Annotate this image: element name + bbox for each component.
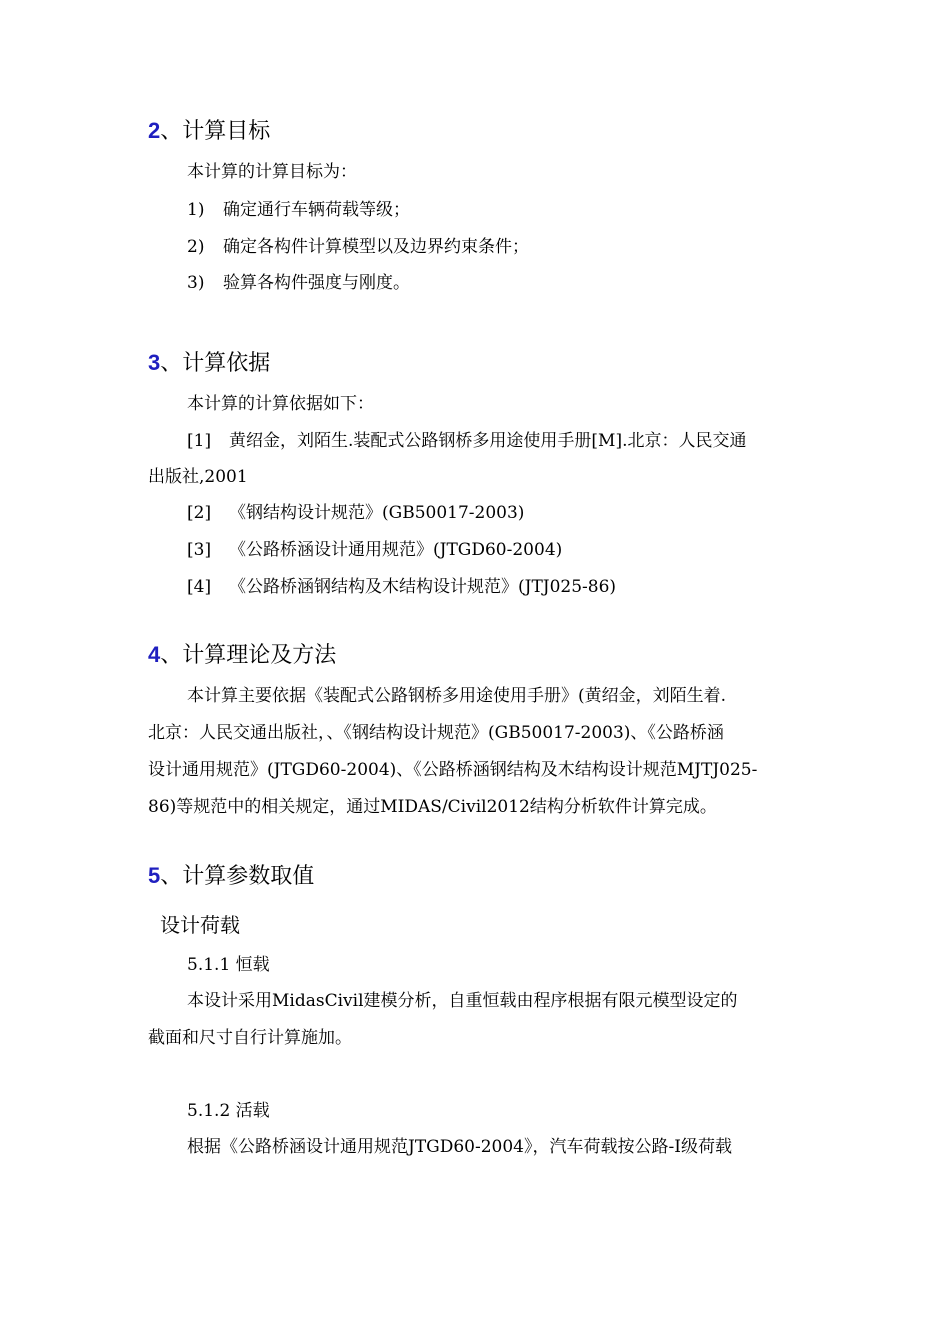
list-item xyxy=(187,272,410,294)
list-item-text: 确定各构件计算模型以及边界约束条件； xyxy=(223,237,529,257)
reference-number: [4] xyxy=(187,577,212,597)
reference-item xyxy=(187,576,616,598)
section-4-number: 4 xyxy=(148,642,161,667)
subsection-5-1-2-paragraph-line: 根据《公路桥涵设计通用规范JTGD60-2004》，汽车荷载按公路-I级荷载 xyxy=(187,1137,732,1157)
section-4-title: 计算理论及方法 xyxy=(182,643,337,668)
list-item-number: 3) xyxy=(187,273,205,293)
section-4-separator: 、 xyxy=(160,643,183,668)
reference-number: [2] xyxy=(187,503,212,523)
section-4-paragraph-line: 设计通用规范》(JTGD60-2004)、《公路桥涵钢结构及木结构设计规范MJTJ025- xyxy=(148,760,758,780)
section-2-number: 2 xyxy=(148,118,161,143)
section-3-title: 计算依据 xyxy=(182,351,271,376)
subsection-5-1-1-paragraph-line: 本设计采用MidasCivil建模分析，自重恒载由程序根据有限元模型设定的 xyxy=(187,991,738,1011)
reference-text: 《公路桥涵设计通用规范》(JTGD60-2004) xyxy=(229,540,563,560)
list-item xyxy=(187,199,410,221)
list-item xyxy=(187,236,529,258)
subsection-5-1-2-label: 5.1.2 活载 xyxy=(187,1101,270,1121)
section-2-heading xyxy=(148,117,270,146)
section-3-heading xyxy=(148,349,270,378)
subsection-5-1-1-label: 5.1.1 恒载 xyxy=(187,955,270,975)
section-5-heading xyxy=(148,862,314,891)
section-2-separator: 、 xyxy=(160,119,183,144)
list-item-text: 验算各构件强度与刚度。 xyxy=(223,273,410,293)
section-4-paragraph-line: 86)等规范中的相关规定，通过MIDAS/Civil2012结构分析软件计算完成。 xyxy=(148,797,717,817)
section-4-paragraph-line: 本计算主要依据《装配式公路钢桥多用途使用手册》(黄绍金，刘陌生着. xyxy=(187,686,727,706)
section-3-intro: 本计算的计算依据如下： xyxy=(187,394,374,414)
section-5-number: 5 xyxy=(148,863,161,888)
reference-item xyxy=(187,502,524,524)
subsection-5-1-1-paragraph-line: 截面和尺寸自行计算施加。 xyxy=(148,1028,352,1048)
section-2-title: 计算目标 xyxy=(182,119,271,144)
section-4-paragraph-line: 北京：人民交通出版社，、《钢结构设计规范》(GB50017-2003)、《公路桥涵 xyxy=(148,723,724,743)
reference-text: 《钢结构设计规范》(GB50017-2003) xyxy=(229,503,525,523)
reference-number: [1] xyxy=(187,431,212,451)
section-2-intro: 本计算的计算目标为： xyxy=(187,162,357,182)
section-3-number: 3 xyxy=(148,350,161,375)
section-4-heading xyxy=(148,641,336,670)
reference-item xyxy=(187,430,746,452)
section-3-separator: 、 xyxy=(160,351,183,376)
reference-number: [3] xyxy=(187,540,212,560)
reference-text: 《公路桥涵钢结构及木结构设计规范》(JTJ025-86) xyxy=(229,577,617,597)
reference-item xyxy=(187,539,562,561)
list-item-text: 确定通行车辆荷载等级； xyxy=(223,200,410,220)
reference-text: 黄绍金，刘陌生.装配式公路钢桥多用途使用手册[M].北京：人民交通 xyxy=(229,431,747,451)
section-5-separator: 、 xyxy=(160,864,183,889)
reference-continuation: 出版社,2001 xyxy=(148,467,248,487)
section-5-title: 计算参数取值 xyxy=(182,864,315,889)
list-item-number: 1) xyxy=(187,200,205,220)
list-item-number: 2) xyxy=(187,237,205,257)
design-load-subheading: 设计荷载 xyxy=(160,913,240,937)
